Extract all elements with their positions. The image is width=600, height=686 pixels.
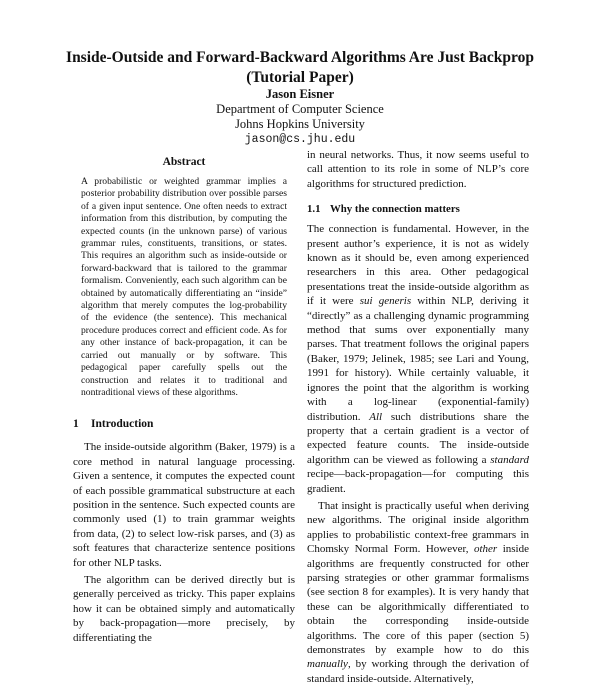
right-column	[307, 148, 529, 686]
emphasis-text: manually	[307, 658, 348, 671]
emphasis-text: All	[369, 410, 383, 423]
text-run: The connection is fundamental. However, in the present author’s experience, it is not as widely known as it should be, even among experienced researchers in this area. Other pedagogical presentations treat the inside-outside algorithm as if it were	[307, 223, 529, 308]
intro-paragraph-2: The algorithm can be derived directly but is generally perceived as tricky. This paper explains how it can be obtained simply and automatically by back-propagation—more precisely, by differentiating the	[73, 573, 295, 644]
emphasis-text: other	[473, 543, 498, 556]
paper-title-line1: Inside-Outside and Forward-Backward Algorithms Are Just Backprop	[66, 49, 534, 66]
emphasis-text: standard	[490, 453, 529, 466]
author-name: Jason Eisner	[265, 87, 335, 101]
text-run: inside algorithms are frequently constructed for other parsing strategies or other grammar formalisms (see section 8 for examples). It is very handy that these can be algorithmically differentiated to obtain the corresponding inside-outside algorithms. The core of this paper (section 5) demonstrates by example how to do this	[307, 543, 529, 656]
left-column	[73, 155, 295, 645]
intro-paragraph-1: The inside-outside algorithm (Baker, 1979) is a core method in natural language processing. Given a sentence, it computes the expected count of each possible grammatical substructure at each position in the sentence. Such expected counts are commonly used (1) to train grammar weights from data, (2) to select low-risk parses, and (3) as soft features that characterize sentence positions for other NLP tasks.	[73, 441, 295, 569]
subsection-heading	[307, 203, 529, 216]
connection-paragraph-2	[307, 499, 529, 686]
abstract-text: A probabilistic or weighted grammar implies a posterior probability distribution over possible parses of a given input sentence. One often needs to extract information from this distribution, by computing the expected counts (in the unknown parse) of various grammar rules, constituents, transitions, or states. This requires an algorithm such as inside-outside or forward-backward that is tailored to the grammar formalism. Conveniently, each such algorithm can be obtained by automatically differentiating an “inside” algorithm that merely computes the log-probability of the evidence (the sentence). This mechanical procedure produces correct and efficient code. As for any other instance of back-propagation, it can be carried out manually or by software. This pedagogical paper carefully spells out the construction and relates it to traditional and nontraditional views of these algorithms.	[81, 176, 287, 398]
continued-paragraph: in neural networks. Thus, it now seems useful to call attention to its role in some of NLP’s core algorithms for structured prediction.	[307, 149, 529, 190]
abstract-heading: Abstract	[162, 156, 206, 168]
paper-title-line2: (Tutorial Paper)	[246, 69, 354, 86]
section-title: Introduction	[91, 418, 154, 431]
section-number: 1	[73, 418, 79, 431]
emphasis-text: sui generis	[359, 295, 412, 308]
text-run: That insight is practically useful when deriving new algorithms. The original inside algorithm applies to probabilistic context-free grammars in Chomsky Normal Form. However,	[307, 499, 529, 556]
subsection-number: 1.1	[307, 203, 321, 216]
text-run: recipe—back-propagation—for computing this gradient.	[307, 468, 529, 495]
section-heading-introduction	[73, 417, 295, 431]
text-run: such distributions share the property that a certain gradient is a vector of expected feature counts. The inside-outside algorithm can be viewed as following a	[307, 410, 529, 466]
author-university: Johns Hopkins University	[235, 117, 365, 131]
paper-title	[60, 48, 540, 88]
text-run: within NLP, deriving it “directly” as a challenging dynamic programming method that sums over exponentially many parses. That treatment follows the original papers (Baker, 1979; Jelinek, 1985; see Lari and Young, 1991 for history). While certainly valuable, it ignores the point that the algorithm is working with a log-linear (exponential-family) distribution.	[307, 295, 529, 423]
subsection-title: Why the connection matters	[330, 203, 460, 216]
text-run: , by working through the derivation of standard inside-outside. Alternatively,	[307, 658, 529, 685]
connection-paragraph-1	[307, 222, 529, 496]
author-email: jason@cs.jhu.edu	[244, 133, 356, 146]
author-department: Department of Computer Science	[216, 102, 384, 116]
author-block	[100, 87, 500, 147]
